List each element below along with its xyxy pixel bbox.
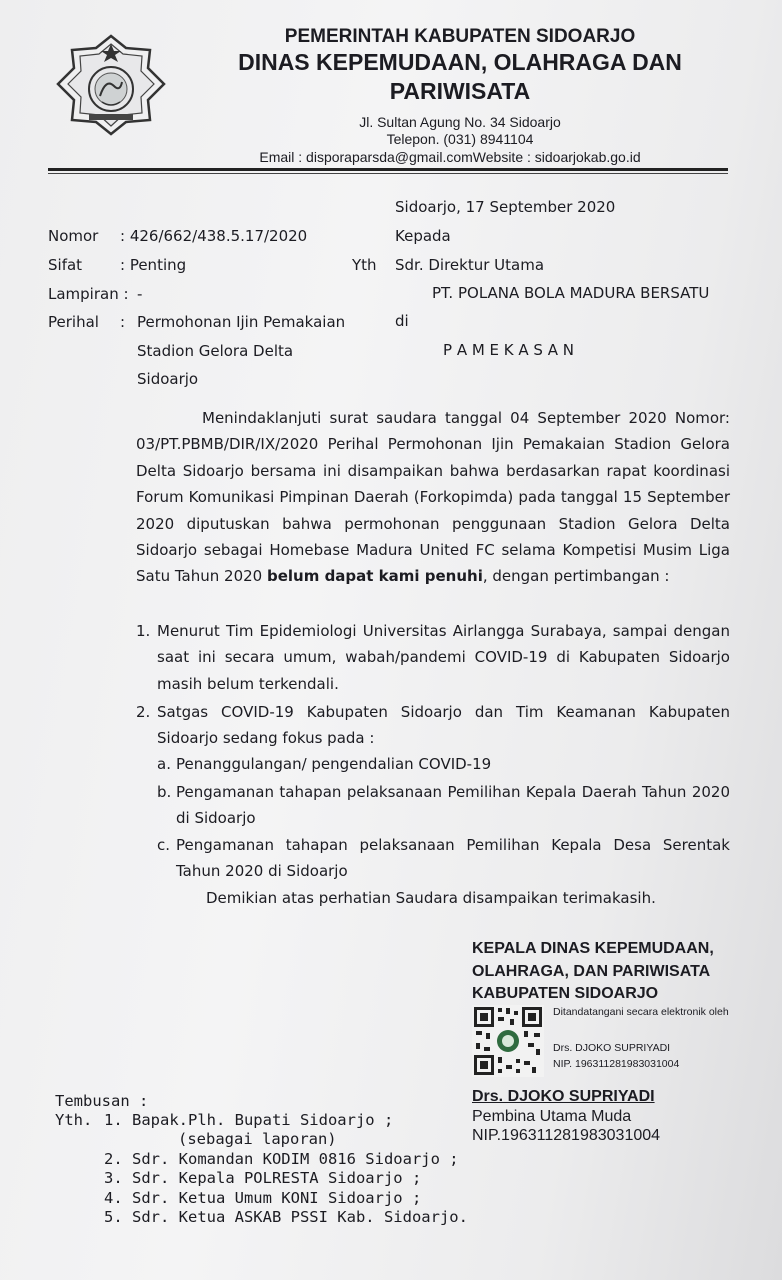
- sifat-value: : Penting: [120, 256, 187, 274]
- cc-item: 4. Sdr. Ketua Umum KONI Sidoarjo ;: [104, 1189, 422, 1207]
- cc-item: 5. Sdr. Ketua ASKAB PSSI Kab. Sidoarjo.: [104, 1208, 468, 1226]
- regency-emblem-icon: [56, 34, 166, 136]
- cc-item: 3. Sdr. Kepala POLRESTA Sidoarjo ;: [104, 1169, 422, 1187]
- sub-b-text: Pengamanan tahapan pelaksanaan Pemilihan Kepala Daerah Tahun 2020 di Sidoarjo: [176, 783, 730, 828]
- decision-emphasis: belum dapat kami penuhi: [266, 567, 483, 586]
- header-rule-thin: [48, 173, 728, 174]
- nomor-value: : 426/662/438.5.17/2020: [120, 227, 308, 245]
- kepada: Kepada: [395, 227, 451, 245]
- signatory-title-line2: OLAHRAGA, DAN PARIWISATA: [472, 963, 711, 980]
- sub-a-text: Penanggulangan/ pengendalian COVID-19: [176, 755, 492, 773]
- cc-item: (sebagai laporan): [178, 1130, 337, 1148]
- item-1-number: 1.: [136, 622, 151, 640]
- lampiran-label: Lampiran :: [48, 285, 129, 303]
- signatory-name: Drs. DJOKO SUPRIYADI: [472, 1088, 655, 1105]
- item-1-text: Menurut Tim Epidemiologi Universitas Airlangga Surabaya, sampai dengan saat ini secara umum, wabah/pandemi COVID-19 di Kabupaten Sidoarjo masih belum terkendali.: [157, 622, 730, 693]
- signatory-title-line3: KABUPATEN SIDOARJO: [472, 985, 659, 1002]
- closing-sentence: Demikian atas perhatian Saudara disampaikan terimakasih.: [206, 889, 656, 907]
- perihal-line3: Sidoarjo: [137, 370, 199, 388]
- esign-note: Ditandatangani secara elektronik oleh: [553, 1006, 729, 1018]
- cc-heading: Tembusan :: [55, 1092, 149, 1110]
- recipient-name: Sdr. Direktur Utama: [395, 256, 545, 274]
- item-2-number: 2.: [136, 703, 151, 721]
- phone: Telepon. (031) 8941104: [386, 131, 534, 147]
- qr-code-icon: [472, 1005, 544, 1077]
- agency-name-line2: PARIWISATA: [389, 78, 531, 104]
- nomor-label: Nomor: [48, 227, 99, 245]
- esign-nip: NIP. 196311281983031004: [553, 1058, 680, 1070]
- recipient-city: P A M E K A S A N: [443, 341, 574, 359]
- sub-b-number: b.: [157, 783, 172, 801]
- recipient-company: PT. POLANA BOLA MADURA BERSATU: [432, 284, 710, 302]
- perihal-colon: :: [120, 313, 126, 331]
- perihal-label: Perihal: [48, 313, 99, 331]
- sub-a-number: a.: [157, 755, 171, 773]
- lampiran-value: -: [137, 285, 143, 303]
- cc-item: 1. Bapak.Plh. Bupati Sidoarjo ;: [104, 1111, 394, 1129]
- perihal-line1: Permohonan Ijin Pemakaian: [137, 313, 346, 331]
- perihal-line2: Stadion Gelora Delta: [137, 342, 294, 360]
- header-rule: [48, 168, 728, 171]
- sub-c-number: c.: [157, 836, 171, 854]
- cc-item: 2. Sdr. Komandan KODIM 0816 Sidoarjo ;: [104, 1150, 459, 1168]
- cc-yth: Yth.: [55, 1111, 93, 1129]
- contact-info: Email : disporaparsda@gmail.comWebsite : sidoarjokab.go.id: [259, 149, 641, 165]
- address: Jl. Sultan Agung No. 34 Sidoarjo: [359, 114, 561, 130]
- di-label: di: [395, 312, 409, 330]
- item-2-text: Satgas COVID-19 Kabupaten Sidoarjo dan Tim Keamanan Kabupaten Sidoarjo sedang fokus pada :: [157, 703, 730, 748]
- signatory-nip: NIP.196311281983031004: [472, 1127, 661, 1144]
- sub-c-text: Pengamanan tahapan pelaksanaan Pemilihan Kepala Desa Serentak Tahun 2020 di Sidoarjo: [176, 836, 730, 881]
- signatory-title-line1: KEPALA DINAS KEPEMUDAAN,: [472, 940, 714, 957]
- agency-name-line1: DINAS KEPEMUDAAN, OLAHRAGA DAN: [238, 49, 682, 75]
- esign-name: Drs. DJOKO SUPRIYADI: [553, 1042, 671, 1054]
- government-name: PEMERINTAH KABUPATEN SIDOARJO: [284, 26, 636, 47]
- sifat-label: Sifat: [48, 256, 83, 274]
- signatory-rank: Pembina Utama Muda: [472, 1108, 632, 1125]
- body-paragraph: Menindaklanjuti surat saudara tanggal 04 September 2020 Nomor: 03/PT.PBMB/DIR/IX/2020 Perihal Permohonan Ijin Pemakaian Stadion Gelora Delta Sidoarjo bersama ini disampaikan bahwa berdasarkan rapat koordinasi Forum Komunikasi Pimpinan Daerah (Forkopimda) pada tanggal 15 September 2020 diputuskan bahwa permohonan penggunaan Stadion Gelora Delta Sidoarjo sebagai Homebase Madura United FC selama Kompetisi Musim Liga Satu Tahun 2020 belum dapat kami penuhi, dengan pertimbangan :: [136, 409, 730, 586]
- place-date: Sidoarjo, 17 September 2020: [395, 198, 616, 216]
- yth-label: Yth: [352, 256, 377, 274]
